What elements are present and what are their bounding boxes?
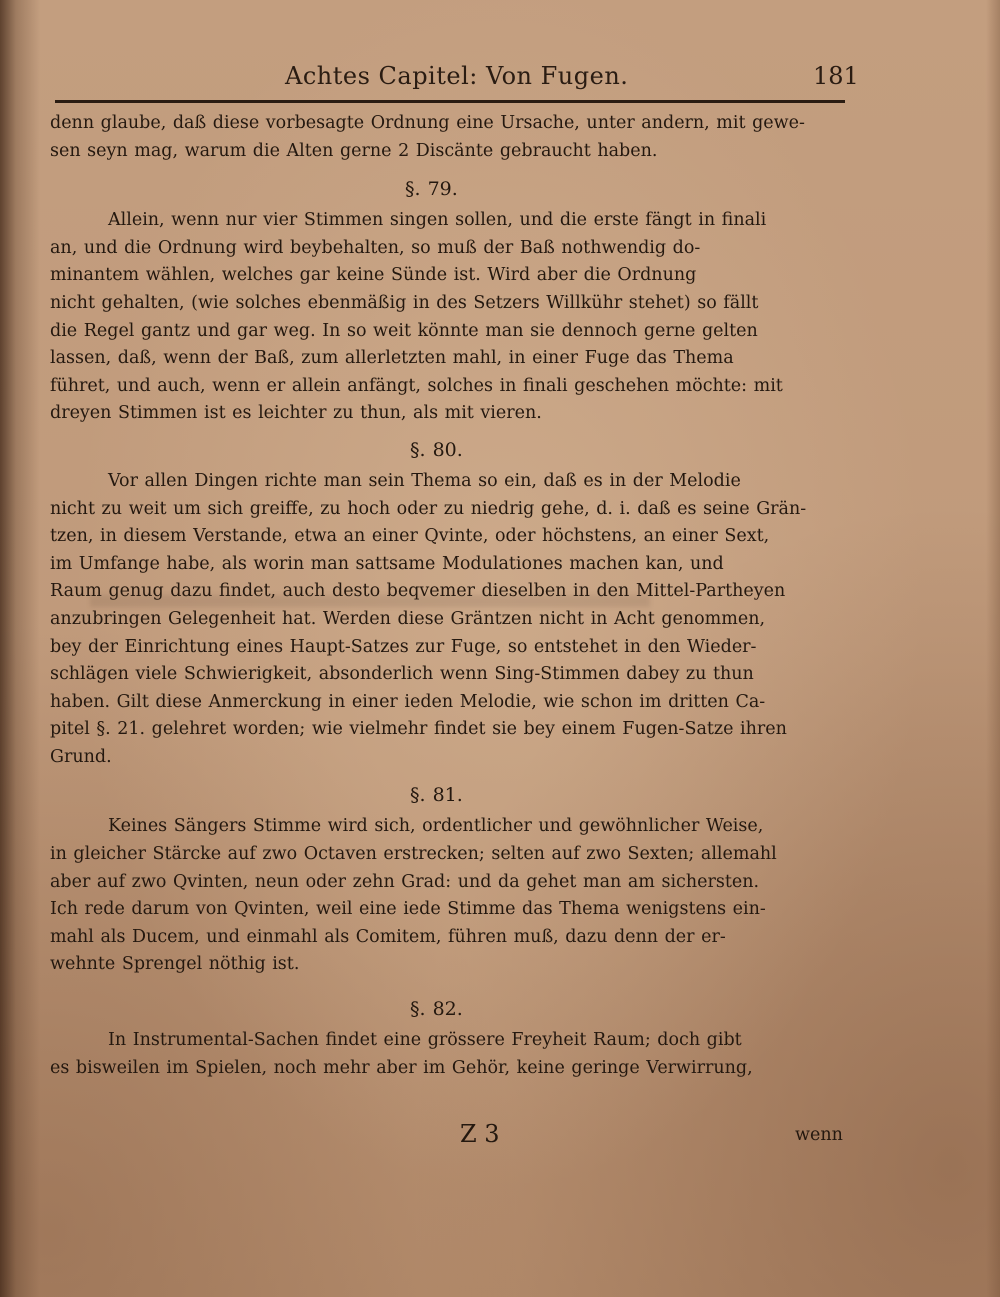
text-line: minantem wählen, welches gar keine Sünde ist. Wird aber die Ordnung (50, 265, 697, 286)
section-heading-80 (50, 432, 850, 468)
text-line: es bisweilen im Spielen, noch mehr aber im Gehör, keine geringe Verwirrung, (50, 1057, 753, 1078)
text-line: Vor allen Dingen richte man sein Thema so ein, daß es in der Melodie (108, 470, 741, 491)
text-line: sen seyn mag, warum die Alten gerne 2 Discänte gebraucht haben. (50, 140, 658, 161)
page-number: 181 (813, 62, 859, 90)
text-line: anzubringen Gelegenheit hat. Werden diese Gräntzen nicht in Acht genommen, (50, 608, 766, 629)
text-line: lassen, daß, wenn der Baß, zum allerletzten mahl, in einer Fuge das Thema (50, 348, 734, 369)
gutter-shadow (0, 0, 40, 1297)
catchword: wenn (795, 1125, 843, 1145)
text-line: nicht zu weit um sich greiffe, zu hoch oder zu niedrig gehe, d. i. daß es seine Grän- (50, 498, 807, 519)
text-line: In Instrumental-Sachen findet eine grössere Freyheit Raum; doch gibt (108, 1030, 742, 1051)
text-line: Keines Sängers Stimme wird sich, ordentlicher und gewöhnlicher Weise, (108, 816, 764, 837)
section-number: §. 80. (410, 438, 463, 461)
text-line: wehnte Sprengel nöthig ist. (50, 954, 300, 975)
text-line: im Umfange habe, als worin man sattsame Modulationes machen kan, und (50, 553, 724, 574)
text-line: an, und die Ordnung wird beybehalten, so muß der Baß nothwendig do- (50, 237, 701, 258)
section-number: §. 81. (410, 784, 463, 807)
text-line: Allein, wenn nur vier Stimmen singen sollen, und die erste fängt in finali (108, 210, 767, 231)
text-line: schlägen viele Schwierigkeit, absonderlich wenn Sing-Stimmen dabey zu thun (50, 664, 754, 685)
text-line: die Regel gantz und gar weg. In so weit könnte man sie dennoch gerne gelten (50, 320, 758, 341)
text-line: haben. Gilt diese Anmerckung in einer ieden Melodie, wie schon im dritten Ca- (50, 691, 766, 712)
text-line: in gleicher Stärcke auf zwo Octaven erstrecken; selten auf zwo Sexten; allemahl (50, 844, 777, 865)
section-heading-79 (50, 171, 850, 207)
section-heading-81 (50, 777, 850, 813)
text-line: mahl als Ducem, und einmahl als Comitem, führen muß, dazu denn der er- (50, 926, 726, 947)
text-line: dreyen Stimmen ist es leichter zu thun, als mit vieren. (50, 403, 542, 424)
text-line: nicht gehalten, (wie solches ebenmäßig in des Setzers Willkühr stehet) so fällt (50, 292, 759, 313)
page-body (50, 110, 850, 1082)
text-line: denn glaube, daß diese vorbesagte Ordnung eine Ursache, unter andern, mit gewe- (50, 113, 805, 133)
text-line: tzen, in diesem Verstande, etwa an einer Qvinte, oder höchstens, an einer Sext, (50, 526, 770, 547)
signature-mark: Z 3 (460, 1120, 500, 1148)
text-line: pitel §. 21. gelehret worden; wie vielmehr findet sie bey einem Fugen-Satze ihren (50, 719, 787, 740)
text-line: Grund. (50, 746, 112, 767)
running-head: Achtes Capitel: Von Fugen. (285, 62, 629, 90)
page-header (55, 58, 859, 98)
text-line: Raum genug dazu findet, auch desto beqvemer dieselben in den Mittel-Partheyen (50, 581, 786, 602)
text-line: Ich rede darum von Qvinten, weil eine iede Stimme das Thema wenigstens ein- (50, 899, 766, 920)
section-heading-82 (50, 991, 850, 1027)
text-line: führet, und auch, wenn er allein anfängt, solches in finali geschehen möchte: mit (50, 375, 783, 396)
section-number: §. 79. (405, 178, 458, 201)
section-number: §. 82. (410, 998, 463, 1021)
text-line: aber auf zwo Qvinten, neun oder zehn Grad: und da gehet man am sichersten. (50, 871, 760, 892)
page-edge (986, 0, 1000, 1297)
header-rule (55, 100, 845, 103)
text-line: bey der Einrichtung eines Haupt-Satzes zur Fuge, so entstehet in den Wieder- (50, 636, 757, 657)
